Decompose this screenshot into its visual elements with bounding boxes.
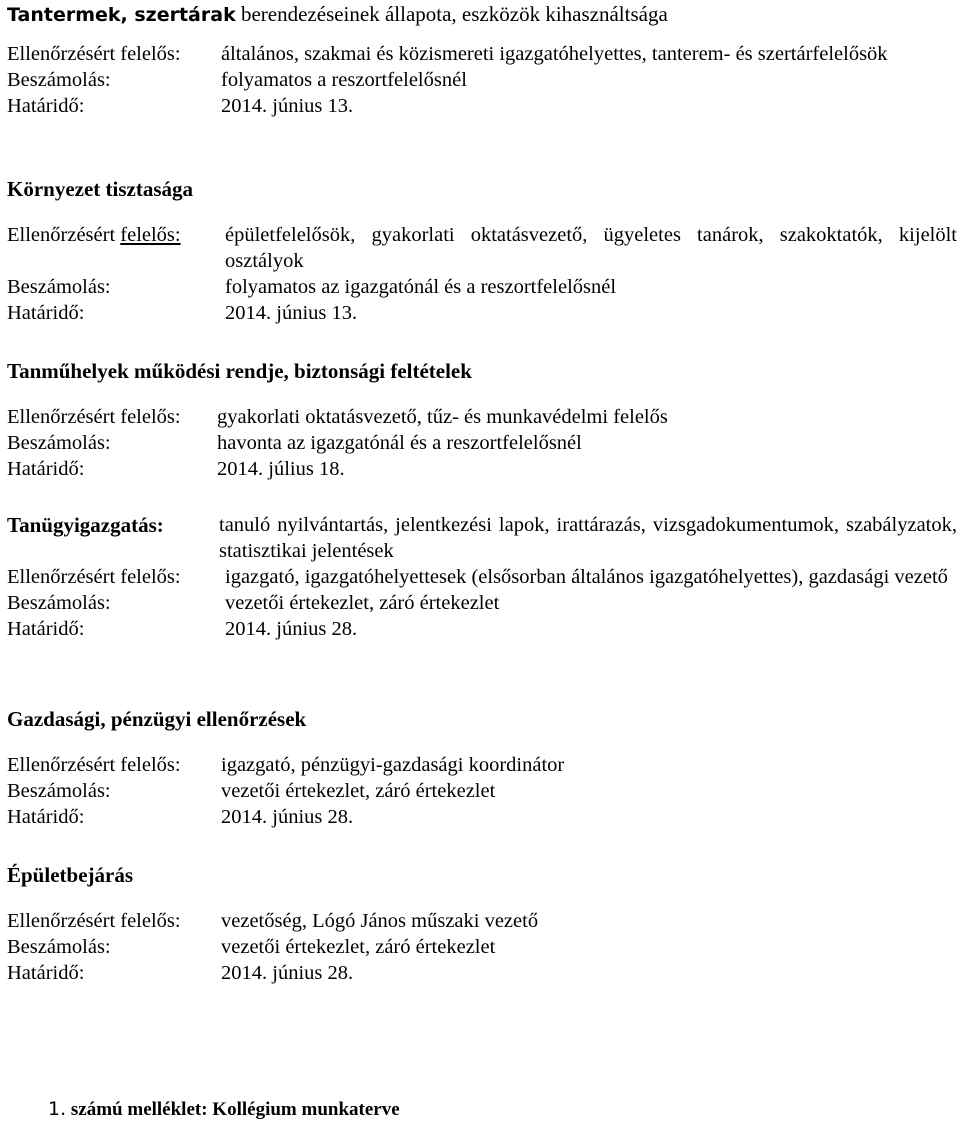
responsible-value: általános, szakmai és közismereti igazgatóhelyettes, tanterem- és szertárfelelősök — [221, 43, 888, 65]
report-label: Beszámolás: — [7, 69, 111, 91]
section-kornyezet — [7, 176, 957, 326]
report-value: vezetői értekezlet, záró értekezlet — [221, 936, 496, 958]
responsible-label: Ellenőrzésért felelős: — [7, 754, 181, 776]
deadline-label: Határidő: — [7, 302, 85, 324]
deadline-row — [7, 93, 957, 119]
report-value: vezetői értekezlet, záró értekezlet — [221, 780, 496, 802]
responsible-value: igazgató, pénzügyi-gazdasági koordinátor — [221, 754, 565, 776]
report-row — [7, 590, 957, 616]
title-row — [7, 512, 957, 564]
deadline-value: 2014. június 28. — [221, 806, 354, 828]
responsible-value: gyakorlati oktatásvezető, tűz- és munkavédelmi felelős — [217, 406, 668, 428]
report-value: folyamatos a reszortfelelősnél — [221, 69, 467, 91]
section-gazdasagi — [7, 706, 957, 830]
deadline-value: 2014. július 18. — [217, 458, 345, 480]
responsible-row — [7, 564, 957, 590]
section-title: Gazdasági, pénzügyi ellenőrzések — [7, 707, 307, 731]
report-label: Beszámolás: — [7, 432, 111, 454]
responsible-row — [7, 41, 957, 67]
responsible-label-part-a: Ellenőrzésért — [7, 224, 116, 246]
section-title: Tanműhelyek működési rendje, biztonsági feltételek — [7, 359, 472, 383]
report-value: havonta az igazgatónál és a reszortfelelősnél — [217, 432, 582, 454]
report-value: vezetői értekezlet, záró értekezlet — [225, 592, 500, 614]
responsible-row — [7, 222, 957, 274]
responsible-label: Ellenőrzésért felelős: — [7, 910, 181, 932]
deadline-row — [7, 456, 957, 482]
section-title: Környezet tisztasága — [7, 177, 194, 201]
deadline-row — [7, 804, 957, 830]
deadline-label: Határidő: — [7, 95, 85, 117]
deadline-value: 2014. június 13. — [221, 95, 354, 117]
section-title-bold: Tantermek, szertárak — [7, 4, 236, 26]
deadline-label: Határidő: — [7, 618, 85, 640]
report-row — [7, 274, 957, 300]
footer-number: 1. — [48, 1098, 67, 1120]
deadline-value: 2014. június 28. — [221, 962, 354, 984]
section-title-rest: berendezéseinek állapota, eszközök kihasználtsága — [240, 2, 668, 26]
report-label: Beszámolás: — [7, 592, 111, 614]
section-tanmuhelyek — [7, 358, 957, 482]
deadline-value: 2014. június 13. — [225, 302, 358, 324]
deadline-row — [7, 960, 957, 986]
responsible-row — [7, 404, 957, 430]
footer-text: számú melléklet: Kollégium munkaterve — [70, 1099, 400, 1120]
section-title: Tanügyigazgatás: — [7, 513, 164, 537]
responsible-value: épületfelelősök, gyakorlati oktatásvezető, ügyeletes tanárok, szakoktatók, kijelölt osztályok — [225, 224, 957, 272]
section-tanugyigazgatas — [7, 512, 957, 642]
section-title — [7, 1, 957, 28]
responsible-label: Ellenőrzésért felelős: — [7, 566, 181, 588]
section-epuletbejaras — [7, 862, 957, 986]
deadline-label: Határidő: — [7, 458, 85, 480]
responsible-value: vezetőség, Lógó János műszaki vezető — [221, 910, 539, 932]
section-title: Épületbejárás — [7, 863, 133, 887]
report-row — [7, 778, 957, 804]
report-value: folyamatos az igazgatónál és a reszortfelelősnél — [225, 276, 617, 298]
title-value: tanuló nyilvántartás, jelentkezési lapok, irattárazás, vizsgadokumentumok, szabályzatok, statisztikai jelentések — [219, 514, 957, 562]
responsible-label — [7, 222, 225, 274]
report-label: Beszámolás: — [7, 780, 111, 802]
report-label: Beszámolás: — [7, 276, 111, 298]
responsible-row — [7, 908, 957, 934]
responsible-label: Ellenőrzésért felelős: — [7, 43, 181, 65]
deadline-label: Határidő: — [7, 806, 85, 828]
responsible-value: igazgató, igazgatóhelyettesek (elsősorban általános igazgatóhelyettes), gazdasági vezető — [225, 566, 948, 588]
deadline-label: Határidő: — [7, 962, 85, 984]
section-tantermek — [7, 1, 957, 119]
deadline-row — [7, 616, 957, 642]
responsible-label-part-b: felelős: — [120, 224, 181, 246]
responsible-label: Ellenőrzésért felelős: — [7, 406, 181, 428]
deadline-row — [7, 300, 957, 326]
report-row — [7, 67, 957, 93]
footer-note — [48, 1096, 400, 1123]
report-row — [7, 430, 957, 456]
responsible-row — [7, 752, 957, 778]
report-row — [7, 934, 957, 960]
report-label: Beszámolás: — [7, 936, 111, 958]
deadline-value: 2014. június 28. — [225, 618, 358, 640]
